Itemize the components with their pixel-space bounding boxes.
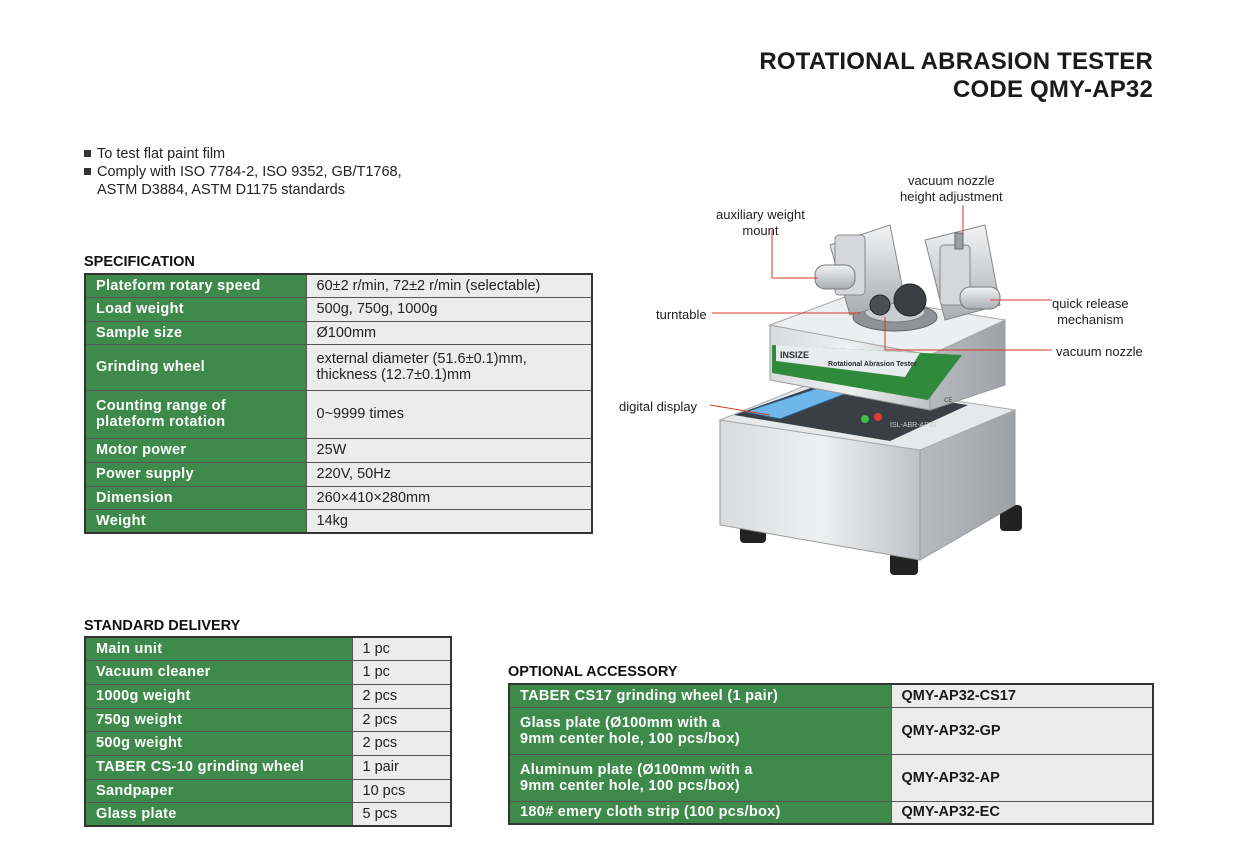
feature-item-continuation: ASTM D3884, ASTM D1175 standards <box>97 182 345 198</box>
page-title <box>759 48 1153 104</box>
table-row: Weight 14kg <box>85 509 592 533</box>
table-row: Counting range of plateform rotation 0~9999 times <box>85 390 592 438</box>
table-row: TABER CS17 grinding wheel (1 pair) QMY-AP32-CS17 <box>509 684 1153 707</box>
specification-table <box>84 273 593 534</box>
auxiliary-weight-icon <box>815 265 855 289</box>
callout-digital-display: digital display <box>619 399 698 414</box>
specification-heading: SPECIFICATION <box>84 254 195 270</box>
delivery-table <box>84 636 452 827</box>
svg-text:ISL-ABR-AP32: ISL-ABR-AP32 <box>890 422 937 429</box>
table-row: Grinding wheel external diameter (51.6±0.1)mm, thickness (12.7±0.1)mm <box>85 344 592 390</box>
callout-turntable: turntable <box>656 307 707 322</box>
callout-vacuum-nozzle-height: vacuum nozzle height adjustment <box>900 173 1003 204</box>
accessory-table <box>508 683 1154 825</box>
title-line-2: CODE QMY-AP32 <box>953 76 1153 103</box>
table-row: Vacuum cleaner 1 pc <box>85 660 451 684</box>
table-row: Aluminum plate (Ø100mm with a 9mm center hole, 100 pcs/box) QMY-AP32-AP <box>509 754 1153 801</box>
callout-quick-release: quick release mechanism <box>1052 296 1129 327</box>
table-row: Glass plate (Ø100mm with a 9mm center hole, 100 pcs/box) QMY-AP32-GP <box>509 707 1153 754</box>
table-row: Sandpaper 10 pcs <box>85 779 451 802</box>
table-row: Motor power 25W <box>85 438 592 462</box>
abrasion-tester-illustration <box>700 205 1070 585</box>
svg-text:CE: CE <box>944 398 953 404</box>
table-row: Main unit 1 pc <box>85 637 451 660</box>
feature-item: To test flat paint film <box>84 145 402 163</box>
feature-item: Comply with ISO 7784-2, ISO 9352, GB/T1768, <box>84 163 402 181</box>
table-row: 180# emery cloth strip (100 pcs/box) QMY-AP32-EC <box>509 801 1153 824</box>
start-button-icon <box>861 415 869 423</box>
delivery-heading: STANDARD DELIVERY <box>84 618 241 634</box>
table-row: 1000g weight 2 pcs <box>85 684 451 708</box>
svg-text:Rotational Abrasion Tester: Rotational Abrasion Tester <box>828 361 917 368</box>
feature-list <box>84 145 402 199</box>
table-row: Plateform rotary speed 60±2 r/min, 72±2 r/min (selectable) <box>85 274 592 297</box>
stop-button-icon <box>874 413 882 421</box>
table-row: Power supply 220V, 50Hz <box>85 462 592 486</box>
table-row: Dimension 260×410×280mm <box>85 486 592 509</box>
quick-release-icon <box>960 287 1000 309</box>
title-line-1: ROTATIONAL ABRASION TESTER <box>759 48 1153 75</box>
svg-text:INSIZE: INSIZE <box>780 350 810 360</box>
table-row: TABER CS-10 grinding wheel 1 pair <box>85 755 451 779</box>
callout-auxiliary-weight-mount: auxiliary weight mount <box>716 207 805 238</box>
accessory-heading: OPTIONAL ACCESSORY <box>508 664 678 680</box>
table-row: 500g weight 2 pcs <box>85 731 451 755</box>
bullet-square-icon <box>84 168 91 175</box>
table-row: Sample size Ø100mm <box>85 321 592 344</box>
bullet-square-icon <box>84 150 91 157</box>
grinding-wheel-icon <box>894 284 926 316</box>
table-row: Load weight 500g, 750g, 1000g <box>85 297 592 321</box>
table-row: 750g weight 2 pcs <box>85 708 451 731</box>
callout-vacuum-nozzle: vacuum nozzle <box>1056 344 1143 359</box>
table-row: Glass plate 5 pcs <box>85 802 451 826</box>
nozzle-adjust-icon <box>955 233 963 249</box>
